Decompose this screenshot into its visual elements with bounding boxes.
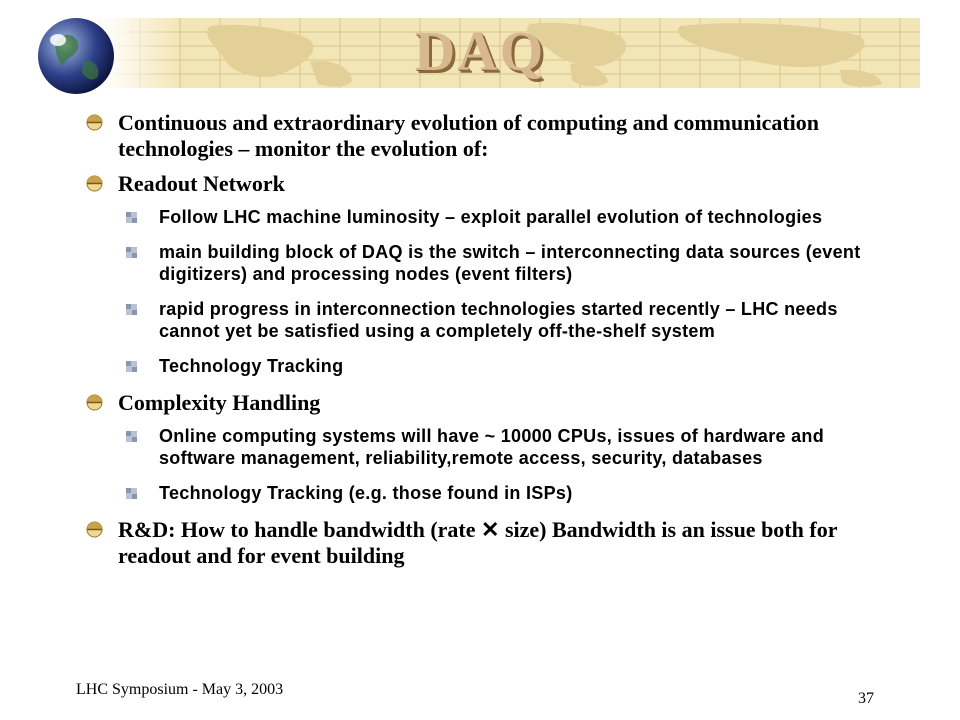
round-bullet-icon — [86, 521, 103, 538]
bullet-list — [86, 110, 886, 578]
square-bullet-icon — [126, 212, 137, 223]
round-bullet-icon — [86, 394, 103, 411]
sub-bullet-luminosity: Follow LHC machine luminosity – exploit parallel evolution of technologies — [86, 206, 886, 228]
sub-bullet-switch: main building block of DAQ is the switch – interconnecting data sources (event digitizers) and processing nodes (event filters) — [86, 241, 886, 285]
bullet-readout-network: Readout Network — [86, 171, 886, 197]
sub-bullet-interconnection: rapid progress in interconnection technologies started recently – LHC needs cannot yet be satisfied using a completely off-the-shelf system — [86, 298, 886, 342]
square-bullet-icon — [126, 361, 137, 372]
square-bullet-icon — [126, 488, 137, 499]
square-bullet-icon — [126, 304, 137, 315]
footer-text: LHC Symposium - May 3, 2003 — [76, 681, 284, 698]
square-bullet-icon — [126, 247, 137, 258]
sub-bullet-technology-tracking: Technology Tracking — [86, 355, 886, 377]
slide-title: DAQ — [414, 21, 546, 83]
bullet-complexity-handling: Complexity Handling — [86, 390, 886, 416]
round-bullet-icon — [86, 114, 103, 131]
round-bullet-icon — [86, 175, 103, 192]
bullet-rnd-bandwidth: R&D: How to handle bandwidth (rate ✕ size) Bandwidth is an issue both for readout and for event building — [86, 517, 886, 569]
page-number: 37 — [858, 690, 874, 707]
square-bullet-icon — [126, 431, 137, 442]
sub-bullet-technology-tracking-isps: Technology Tracking (e.g. those found in ISPs) — [86, 482, 886, 504]
sub-bullet-online-computing: Online computing systems will have ~ 10000 CPUs, issues of hardware and software management, reliability,remote access, security, databases — [86, 425, 886, 469]
bullet-continuous-evolution: Continuous and extraordinary evolution of computing and communication technologies – monitor the evolution of: — [86, 110, 886, 162]
